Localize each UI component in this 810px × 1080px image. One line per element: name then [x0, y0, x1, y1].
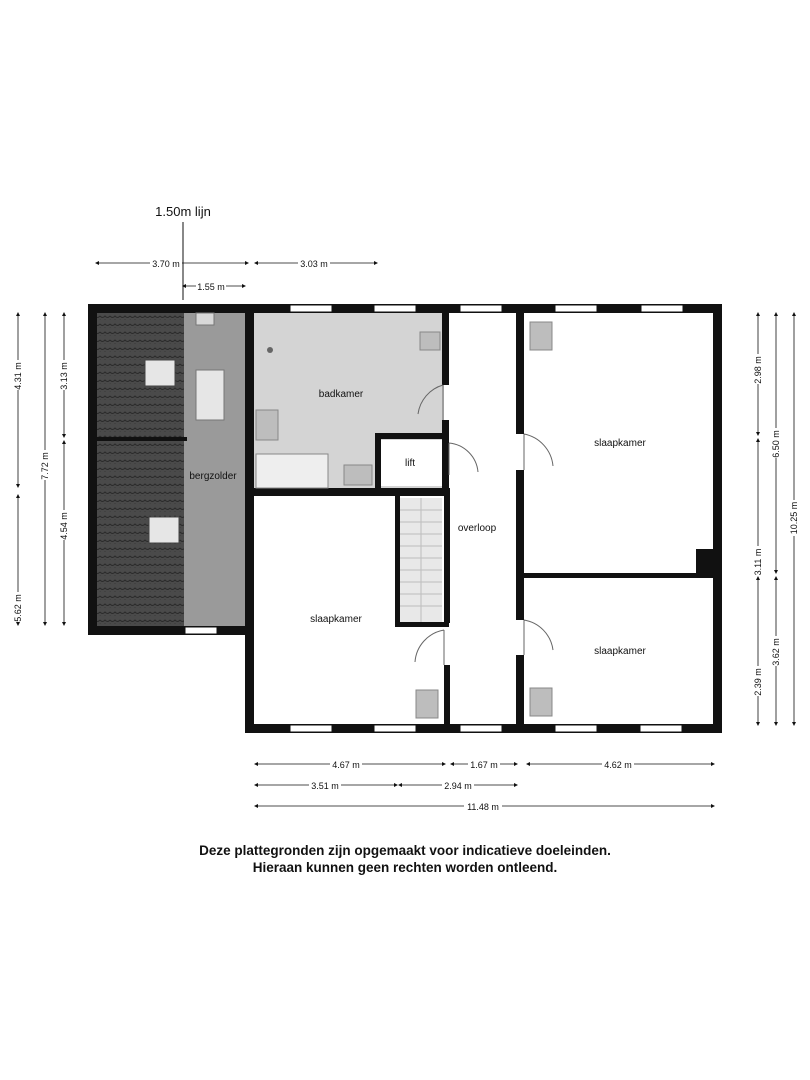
sink-bath — [256, 410, 278, 440]
bench — [196, 370, 224, 420]
skylight-bottom — [149, 517, 179, 543]
dim-left-bottom: 5.62 m — [13, 594, 23, 622]
dim-bottom-left-room: 4.67 m — [332, 760, 360, 770]
dim-left-room-top: 3.13 m — [59, 362, 69, 390]
dim-bottom-right-room: 4.62 m — [604, 760, 632, 770]
washbasin — [344, 465, 372, 485]
room-label-bergzolder: bergzolder — [189, 471, 237, 482]
skylight-top — [145, 360, 175, 386]
sink-attic — [196, 313, 214, 325]
room-label-slaapkamer-left: slaapkamer — [310, 614, 362, 625]
overloop-area — [450, 312, 516, 724]
toilet — [420, 332, 440, 350]
radiator-right-bottom — [530, 688, 552, 716]
dim-line-offset: 1.55 m — [197, 282, 225, 292]
dim-left-room-bottom: 4.54 m — [59, 512, 69, 540]
roof-tiles-area — [96, 312, 184, 628]
dim-right-total: 10.25 m — [789, 501, 799, 535]
disclaimer-line-2: Hieraan kunnen geen rechten worden ontleend. — [252, 860, 558, 875]
dim-bottom-mid-part: 2.94 m — [444, 781, 472, 791]
bergzolder-area — [184, 312, 246, 628]
dim-right-upper: 6.50 m — [771, 430, 781, 458]
room-label-slaapkamer-right-bottom: slaapkamer — [594, 646, 646, 657]
dim-right-room-mid: 3.11 m — [753, 548, 763, 576]
dim-right-room-top: 2.98 m — [753, 356, 763, 384]
dim-right-lower: 3.62 m — [771, 638, 781, 666]
radiator-right-top — [530, 322, 552, 350]
dim-bottom-total: 11.48 m — [467, 802, 499, 812]
dim-bottom-left-part: 3.51 m — [311, 781, 339, 791]
radiator-left — [416, 690, 438, 718]
shower-head — [267, 347, 273, 353]
disclaimer-line-1: Deze plattegronden zijn opgemaakt voor indicatieve doeleinden. — [199, 843, 611, 858]
room-label-slaapkamer-right-top: slaapkamer — [594, 438, 646, 449]
dim-top-mid: 3.03 m — [300, 259, 328, 269]
dim-right-room-bottom: 2.39 m — [753, 668, 763, 696]
room-label-badkamer: badkamer — [318, 389, 364, 400]
dim-left-top: 4.31 m — [13, 362, 23, 390]
bathtub — [256, 454, 328, 488]
room-label-lift: lift — [405, 458, 415, 469]
dim-bottom-corridor: 1.67 m — [470, 760, 498, 770]
room-label-overloop: overloop — [457, 523, 497, 534]
line-150-label: 1.50m lijn — [155, 204, 211, 219]
dim-top-left: 3.70 m — [152, 259, 180, 269]
disclaimer — [0, 842, 810, 876]
dim-left-total-inner: 7.72 m — [40, 452, 50, 480]
